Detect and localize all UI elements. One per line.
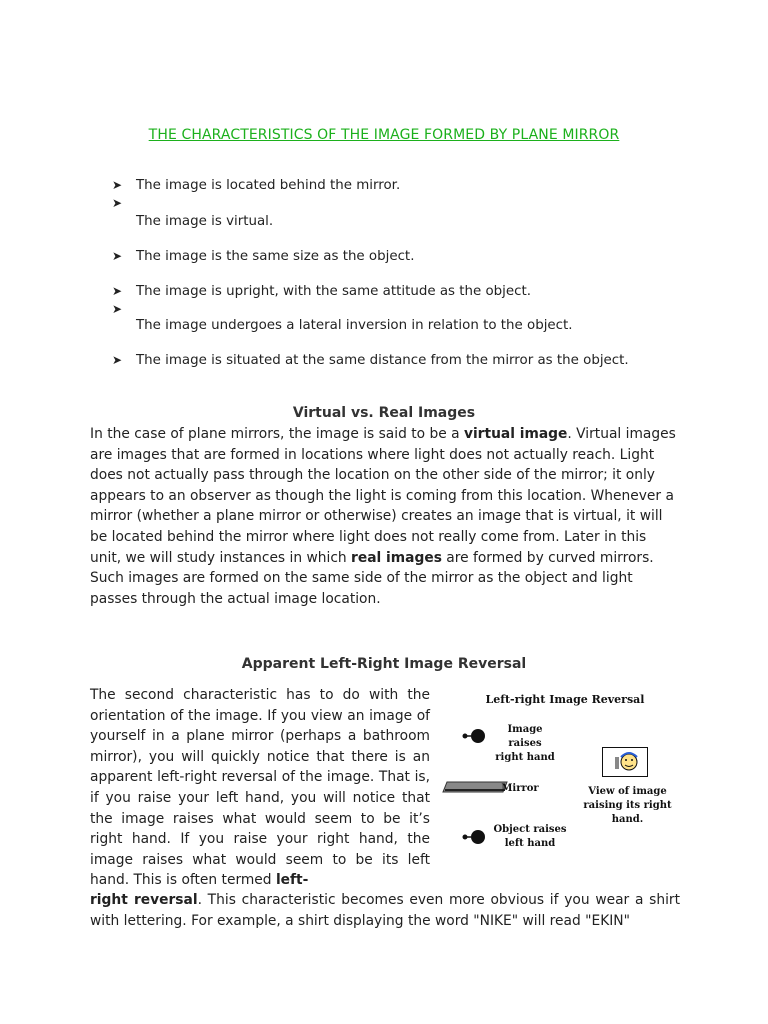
bullet-arrow-icon: ➤ <box>112 353 123 367</box>
paragraph-left-right: The second characteristic has to do with the orientation of the image. If you view an image of yourself in a plane mirror (perhaps a bathroom mirror), you will quickly notice that there is an apparent left-right reversal of the image. That is, if you raise your left hand, you will notice that the image raises what would seem to be it’s right hand. If you raise your right hand, the image raises what would seem to be its left hand. This is often termed left- <box>90 687 430 889</box>
bullet-arrow-icon: ➤ <box>112 302 123 316</box>
object-label: Object raises left hand <box>493 824 567 849</box>
section-heading-left-right: Apparent Left-Right Image Reversal <box>241 656 527 672</box>
image-figure-icon <box>461 725 491 747</box>
object-figure-icon <box>461 826 491 848</box>
bullet-arrow-icon: ➤ <box>112 178 123 192</box>
diagram-title: Left-right Image Reversal <box>485 693 645 706</box>
bullet-arrow-icon: ➤ <box>112 249 123 263</box>
viewer-face-icon <box>602 747 648 777</box>
page-title: THE CHARACTERISTICS OF THE IMAGE FORMED BY PLANE MIRROR <box>148 127 620 143</box>
left-right-reversal-diagram <box>435 685 695 865</box>
view-label: View of image raising its right hand. <box>583 786 672 825</box>
mirror-label: Mirror <box>501 783 539 794</box>
image-label: Image raises right hand <box>495 724 555 763</box>
bullet-arrow-icon: ➤ <box>112 284 123 298</box>
paragraph-left-right-continued: right reversal. This characteristic becomes even more obvious if you wear a shirt with lettering. For example, a shirt displaying the word "NIKE" will read "EKIN" <box>90 892 680 929</box>
section-heading-virtual-real: Virtual vs. Real Images <box>292 405 476 421</box>
paragraph-virtual-real: In the case of plane mirrors, the image is said to be a virtual image. Virtual images are images that are formed in locations where light does not actually reach. Light does not actually pass through the location on the other side of the mirror; it only appears to an observer as though the light is coming from this location. Whenever a mirror (whether a plane mirror or otherwise) creates an image that is virtual, it will be located behind the mirror where light does not really come from. Later in this unit, we will study instances in which real images are formed by curved mirrors. Such images are formed on the same side of the mirror as the object and light passes through the actual image location. <box>90 426 676 607</box>
bullet-arrow-icon: ➤ <box>112 196 123 210</box>
